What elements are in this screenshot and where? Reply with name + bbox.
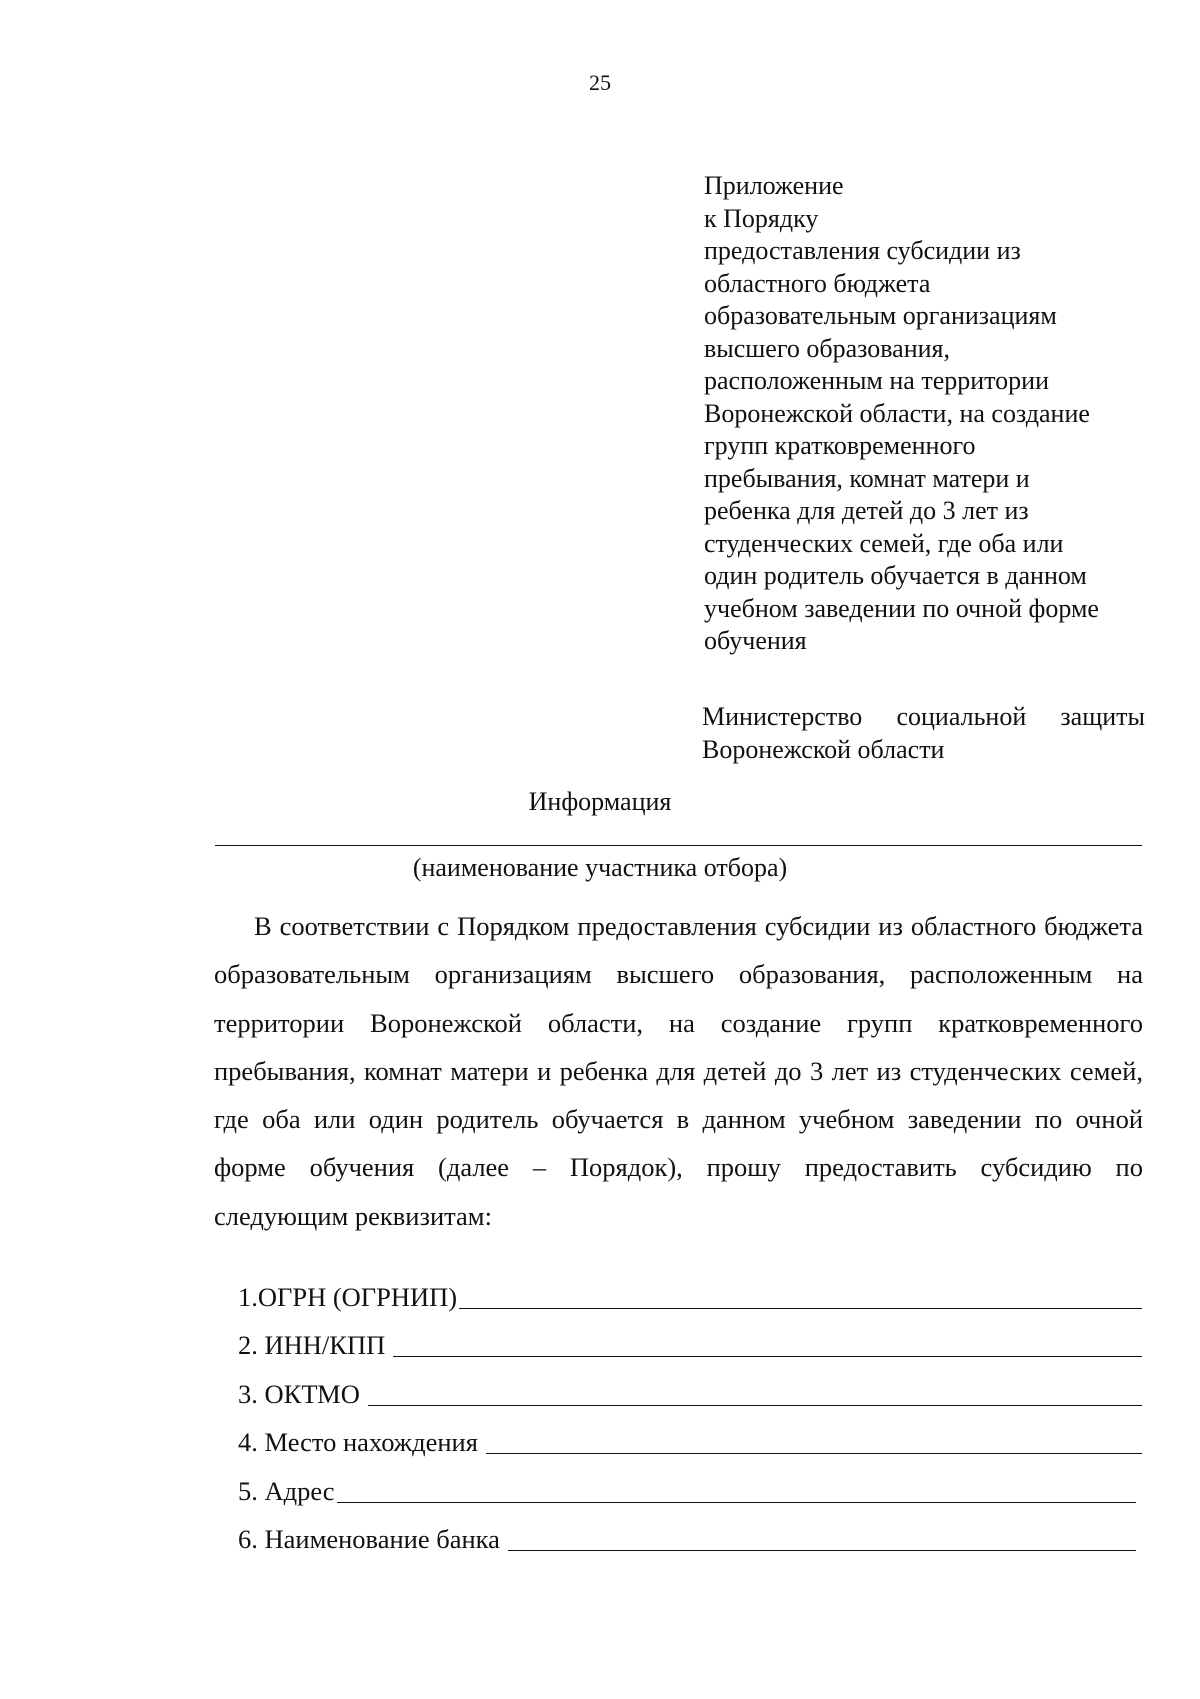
oktmo-field[interactable]: [368, 1376, 1142, 1406]
addressee-block: [702, 700, 1145, 766]
requisite-label: 4. Место нахождения: [238, 1427, 478, 1457]
location-field[interactable]: [486, 1424, 1142, 1454]
requisite-label: 6. Наименование банка: [238, 1524, 500, 1554]
appendix-line: обучения: [704, 626, 807, 655]
appendix-line: Воронежской области, на создание: [704, 398, 1090, 428]
page-number: 25: [589, 70, 611, 95]
participant-name-caption: (наименование участника отбора): [412, 853, 788, 882]
requisite-label: 5. Адрес: [238, 1475, 335, 1506]
appendix-line: расположенным на территории: [704, 366, 1050, 395]
addressee-line: Воронежской области: [702, 735, 945, 764]
addressee-line: Министерство социальной защиты: [702, 702, 1145, 731]
appendix-line: пребывания, комнат матери и: [704, 463, 1030, 493]
requisite-label: 1.ОГРН (ОГРНИП): [238, 1281, 458, 1312]
requisites-list: [238, 1268, 1142, 1559]
bank-name-field[interactable]: [508, 1521, 1136, 1551]
appendix-line: предоставления субсидии из: [704, 236, 1021, 265]
requisite-bank-name: [238, 1511, 1142, 1560]
requisite-oktmo: [238, 1365, 1142, 1414]
document-title: Информация: [528, 787, 672, 816]
requisite-location: [238, 1414, 1142, 1463]
request-paragraph: В соответствии с Порядком предоставления субсидии из областного бюджета образовательным организациям высшего образования, расположенным на территории Воронежской области, на создание групп кратковременного пребывания, комнат матери и ребенка для детей до 3 лет из студенческих семей, где оба или один родитель обучается в данном учебном заведении по очной форме обучения (далее – Порядок), прошу предоставить субсидию по следующим реквизитам:: [214, 911, 1143, 1231]
participant-name-line[interactable]: [215, 845, 1142, 846]
appendix-line: высшего образования,: [704, 333, 951, 363]
appendix-line: учебном заведении по очной форме: [704, 593, 1099, 623]
appendix-block: [704, 170, 1174, 658]
inn-kpp-field[interactable]: [393, 1327, 1142, 1357]
appendix-line: образовательным организациям: [704, 301, 1057, 330]
appendix-line: областного бюджета: [704, 268, 931, 298]
requisite-label: 2. ИНН/КПП: [238, 1330, 386, 1360]
requisite-ogrn: [238, 1268, 1142, 1317]
address-field[interactable]: [337, 1473, 1136, 1503]
requisite-label: 3. ОКТМО: [238, 1378, 360, 1409]
ogrn-field[interactable]: [459, 1279, 1142, 1309]
requisite-inn-kpp: [238, 1317, 1142, 1366]
appendix-line: студенческих семей, где оба или: [704, 528, 1064, 558]
requisite-address: [238, 1462, 1142, 1511]
appendix-line: к Порядку: [704, 203, 819, 233]
appendix-line: один родитель обучается в данном: [704, 561, 1087, 590]
appendix-line: ребенка для детей до 3 лет из: [704, 496, 1029, 525]
appendix-line: групп кратковременного: [704, 431, 976, 460]
appendix-line: Приложение: [704, 171, 844, 200]
